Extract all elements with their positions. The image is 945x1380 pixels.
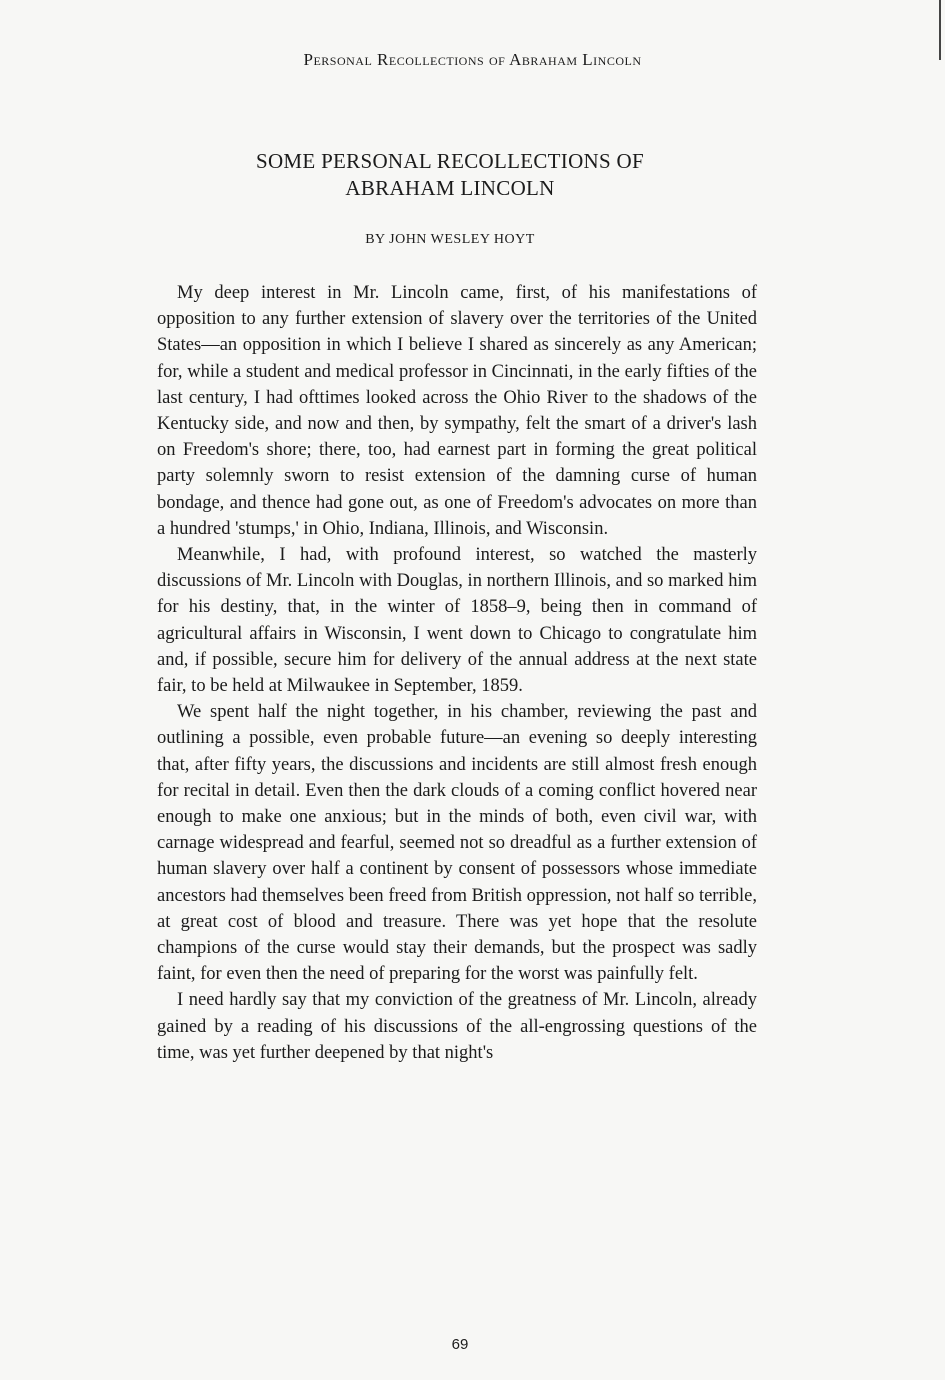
running-head: Personal Recollections of Abraham Lincoln	[303, 50, 642, 69]
paragraph: We spent half the night together, in his chamber, reviewing the past and outlining a possible, even probable future—an evening so deeply interesting that, after fifty years, the discussions and incidents are still almost fresh enough for recital in detail. Even then the dark clouds of a coming conflict hovered near enough to make one anxious; but in the minds of both, even civil war, with carnage widespread and fearful, seemed not so dreadful as a further extension of human slavery over half a continent by consent of possessors whose immediate ancestors had themselves been freed from British oppression, not half so terrible, at great cost of blood and treasure. There was yet hope that the resolute champions of the curse would stay their demands, but the prospect was sadly faint, for even then the need of preparing for the worst was painfully felt.	[157, 702, 757, 985]
title-line-2: ABRAHAM LINCOLN	[345, 176, 555, 200]
paragraph: My deep interest in Mr. Lincoln came, first, of his manifestations of opposition to any further extension of slavery over the territories of the United States—an opposition in which I believe I shared as sincerely as any American; for, while a student and medical professor in Cincinnati, in the early fifties of the last century, I had ofttimes looked across the Ohio River to the shadows of the Kentucky side, and now and then, by sympathy, felt the smart of a driver's lash on Freedom's shore; there, too, had earnest part in forming the great political party solemnly sworn to resist extension of the damning curse of human bondage, and thence had gone out, as one of Freedom's advocates on more than a hundred 'stumps,' in Ohio, Indiana, Illinois, and Wisconsin.	[157, 283, 757, 539]
paragraph: I need hardly say that my conviction of the greatness of Mr. Lincoln, already gained by a reading of his discussions of the all-engrossing questions of the time, was yet further deepened by that night's	[157, 990, 757, 1063]
byline: BY JOHN WESLEY HOYT	[365, 232, 535, 247]
article-body	[157, 280, 757, 1066]
paragraph: Meanwhile, I had, with profound interest, so watched the masterly discussions of Mr. Lincoln with Douglas, in northern Illinois, and so marked him for his destiny, that, in the winter of 1858–9, being then in command of agricultural affairs in Wisconsin, I went down to Chicago to congratulate him and, if possible, secure him for delivery of the annual address at the next state fair, to be held at Milwaukee in September, 1859.	[157, 545, 757, 697]
article-title	[0, 148, 900, 202]
title-line-1: SOME PERSONAL RECOLLECTIONS OF	[255, 149, 644, 173]
page-number: 69	[451, 1336, 469, 1353]
